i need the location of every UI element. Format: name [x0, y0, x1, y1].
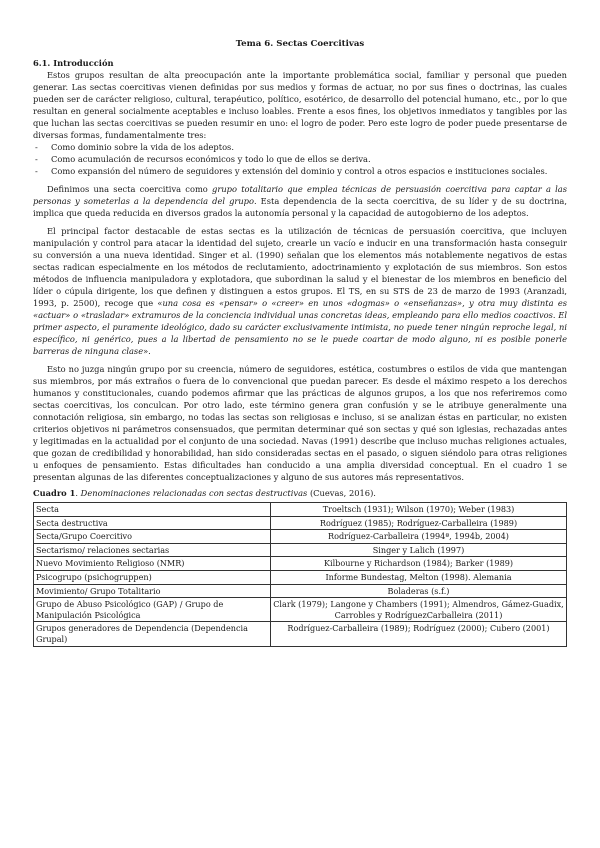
term-cell: Nuevo Movimiento Religioso (NMR): [34, 557, 271, 571]
caption-separator: .: [75, 488, 81, 498]
paragraph-respect: Esto no juzga ningún grupo por su creencia, número de seguidores, estética, costumbres o estilos de vida que mantengan sus miembros, por más extraños o fuera de lo convencional que puedan parecer. Es desde el máximo respeto a los derechos humanos y constitucionales, cuando podemos afirmar que las prácticas de algunos grupos, a los que nos referiremos como sectas coercitivas, los conculcan. Por otro lado, este término genera gran confusión y se le atribuye generalmente una connotación religiosa, sin embargo, no todas las sectas son religiosas e incluso, si se analizan éstas en particular, no existen criterios objetivos ni parámetros consensuados, que permitan determinar qué son sectas y qué son iglesias, rechazadas antes y legitimadas en la actualidad por el conjunto de una sociedad. Navas (1991) describe que incluso muchas religiones actuales, que gozan de credibilidad y honorabilidad, han sido consideradas sectas en el pasado, o siguen siéndolo para otras religiones u enfoques de pensamiento. Estas dificultades han conducido a una amplia diversidad conceptual. En el cuadro 1 se presentan algunas de las diferentes conceptualizaciones y alguno de sus autores más representativos.: [33, 364, 567, 482]
table-row: [34, 622, 567, 646]
term-cell: Grupo de Abuso Psicológico (GAP) / Grupo de Manipulación Psicológica: [34, 598, 271, 622]
power-forms-list: [33, 141, 567, 177]
term-cell: Secta: [34, 503, 271, 517]
term-cell: Movimiento/ Grupo Totalitario: [34, 584, 271, 598]
page-title: Tema 6. Sectas Coercitivas: [235, 39, 365, 49]
paragraph-persuasion: [33, 225, 567, 357]
authors-cell: Rodríguez (1985); Rodríguez-Carballeira (1989): [271, 516, 567, 530]
caption-source: (Cuevas, 2016).: [307, 488, 376, 498]
definition-italic: grupo totalitario que emplea técnicas de persuasión coercitiva para captar a las personas y someterlas a la dependencia del grupo: [33, 184, 567, 206]
denominations-table: [33, 502, 567, 647]
persuasion-quote: una cosa es «pensar» o «creer» en unos «dogmas» o «enseñanzas», y otra muy distinta es «actuar» o «trasladar» extramuros de la conciencia individual unas concretas ideas, empleando para ello medios coactivos. El primer aspecto, el puramente ideológico, dado su carácter exclusivamente intimista, no puede tener ningún reproche legal, ni específico, ni genérico, pues a la libertad de pensamiento no se le puede coartar de modo alguno, ni es posible ponerle barreras de ninguna clase: [33, 298, 567, 356]
authors-cell: Informe Bundestag, Melton (1998). Alemania: [271, 570, 567, 584]
list-item: - Como acumulación de recursos económicos y todo lo que de ellos se deriva.: [33, 153, 567, 165]
table-row: [34, 530, 567, 544]
table-row: [34, 584, 567, 598]
persuasion-text: El principal factor destacable de estas sectas es la utilización de técnicas de persuasión coercitiva, que incluyen manipulación y control para atacar la identidad del sujeto, crearle un vacío e inducir en una transformación hasta conseguir su conversión a una nueva identidad. Singer et al. (1990) señalan que los elementos más notablemente negativos de estas sectas radican especialmente en los métodos de reclutamiento, adoctrinamiento y explotación de sus miembros. Son estos métodos de influencia manipuladora y explotadora, que subordinan la salud y el bienestar de los miembros en beneficio del líder o cúpula dirigente, los que definen y distinguen a estos grupos. El TS, en su STS de 23 de marzo de 1993 (Aranzadi, 1993, p. 2500), recoge que «: [33, 226, 567, 308]
authors-cell: Rodríguez-Carballeira (1994ª, 1994b, 2004): [271, 530, 567, 544]
table-row: [34, 503, 567, 517]
term-cell: Secta/Grupo Coercitivo: [34, 530, 271, 544]
persuasion-text-end: ».: [143, 346, 151, 356]
authors-cell: Troeltsch (1931); Wilson (1970); Weber (1983): [271, 503, 567, 517]
term-cell: Secta destructiva: [34, 516, 271, 530]
list-item: - Como dominio sobre la vida de los adeptos.: [33, 141, 567, 153]
paragraph-definition: [33, 183, 567, 219]
caption-title: Denominaciones relacionadas con sectas destructivas: [80, 488, 308, 498]
list-item: - Como expansión del número de seguidores y extensión del dominio y control a otros espacios e instituciones sociales.: [33, 165, 567, 177]
caption-label: Cuadro 1: [33, 488, 76, 498]
authors-cell: Boladeras (s.f.): [271, 584, 567, 598]
term-cell: Grupos generadores de Dependencia (Dependencia Grupal): [34, 622, 271, 646]
table-row: [34, 516, 567, 530]
table-row: [34, 570, 567, 584]
table-row: [34, 557, 567, 571]
table-row: [34, 543, 567, 557]
term-cell: Psicogrupo (psichogruppen): [34, 570, 271, 584]
table-row: [34, 598, 567, 622]
authors-cell: Kilbourne y Richardson (1984); Barker (1989): [271, 557, 567, 571]
table-caption: [33, 487, 567, 499]
document-page: [33, 38, 567, 647]
authors-cell: Singer y Lalich (1997): [271, 543, 567, 557]
definition-text: Definimos una secta coercitiva como: [47, 184, 213, 194]
term-cell: Sectarismo/ relaciones sectarias: [34, 543, 271, 557]
authors-cell: Rodríguez-Carballeira (1989); Rodríguez (2000); Cubero (2001): [271, 622, 567, 646]
section-heading: 6.1. Introducción: [33, 58, 114, 68]
definition-text-end: . Esta dependencia de la secta coercitiva, de su líder y de su doctrina, implica que queda reducida en diversos grados la autonomía personal y la capacidad de autogobierno de los adeptos.: [33, 196, 567, 218]
paragraph-intro: Estos grupos resultan de alta preocupación ante la importante problemática social, familiar y personal que pueden generar. Las sectas coercitivas vienen definidas por sus medios y formas de actuar, no por sus fines o doctrinas, las cuales pueden ser de carácter religioso, cultural, terapéutico, político, esotérico, de desarrollo del potencial humano, etc., por lo que resultan en general socialmente aceptables e incluso loables. Frente a esos fines, los objetivos inmediatos y tangibles por las que luchan las sectas coercitivas se pueden resumir en uno: el logro de poder. Pero este logro de poder puede presentarse de diversas formas, fundamentalmente tres:: [33, 70, 567, 140]
authors-cell: Clark (1979); Langone y Chambers (1991); Almendros, Gámez-Guadix, Carrobles y RodríguezCarballeira (2011): [271, 598, 567, 622]
